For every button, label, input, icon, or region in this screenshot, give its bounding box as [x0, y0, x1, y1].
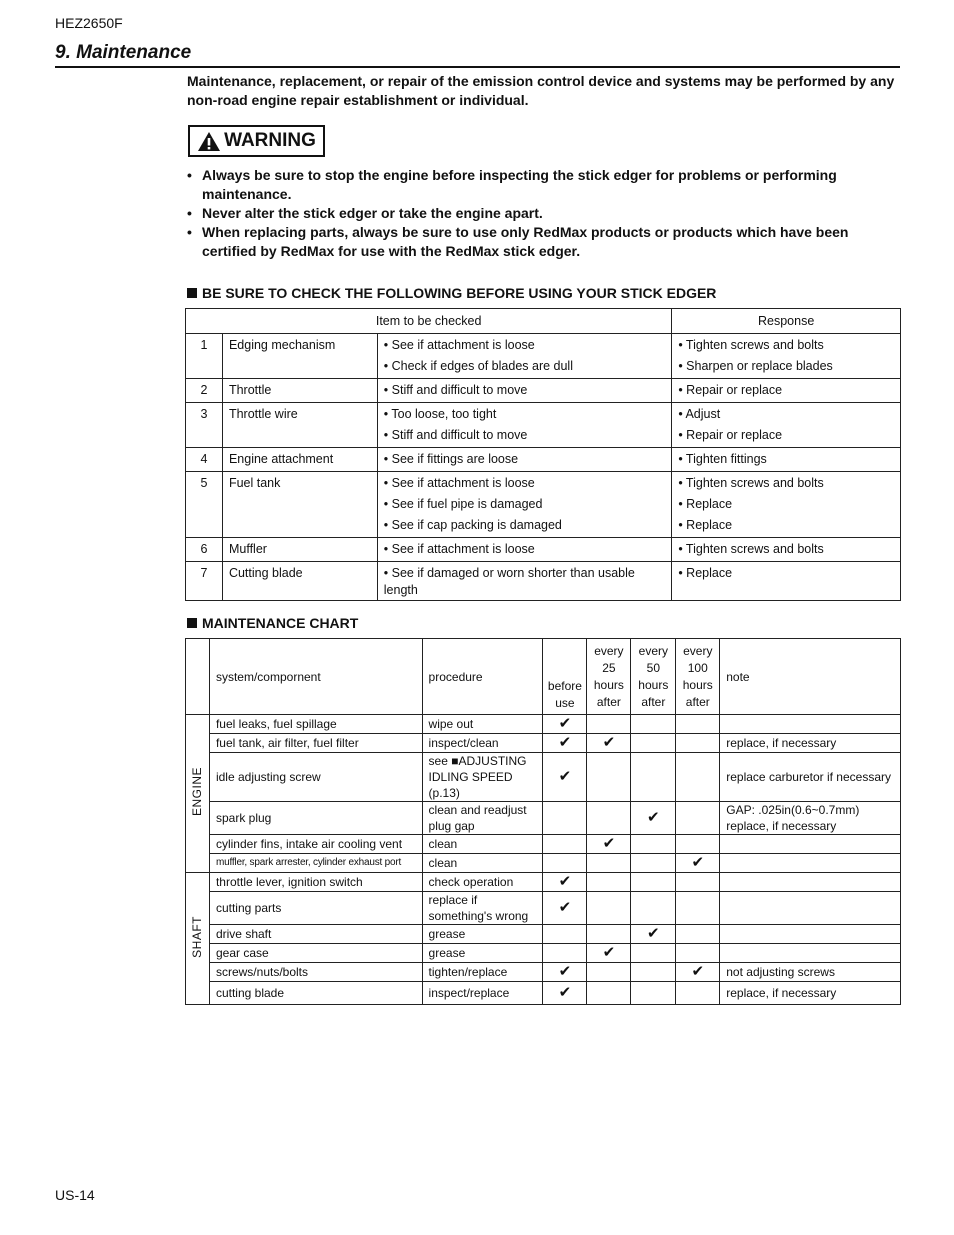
response-point: • Sharpen or replace blades — [678, 359, 833, 373]
check-item-responses — [672, 448, 901, 472]
procedure-cell: clean and readjust plug gap — [422, 802, 543, 835]
maintenance-row — [186, 715, 901, 734]
check-cell-before: ✔ — [543, 873, 587, 892]
response-point: • Adjust — [678, 407, 721, 421]
check-cell-h100 — [676, 892, 720, 925]
check-cell-h25: ✔ — [587, 944, 631, 963]
check-cell-h100 — [676, 982, 720, 1005]
check-cell-before — [543, 944, 587, 963]
check-item-checks — [377, 562, 672, 601]
check-cell-before — [543, 835, 587, 854]
check-item-checks — [377, 448, 672, 472]
note-cell — [720, 892, 901, 925]
note-header: note — [720, 639, 901, 715]
procedure-cell: clean — [422, 835, 543, 854]
maintenance-row — [186, 982, 901, 1005]
check-item-responses — [672, 538, 901, 562]
maintenance-row — [186, 925, 901, 944]
check-item-responses — [672, 334, 901, 379]
check-cell-h50 — [631, 944, 676, 963]
check-cell-h100 — [676, 715, 720, 734]
check-cell-before: ✔ — [543, 982, 587, 1005]
check-table-body — [186, 334, 901, 601]
check-cell-h25 — [587, 982, 631, 1005]
check-cell-h50 — [631, 892, 676, 925]
maintenance-heading — [187, 615, 358, 631]
warning-label — [188, 125, 325, 157]
check-cell-h100 — [676, 802, 720, 835]
check-item-name: Edging mechanism — [222, 334, 377, 379]
check-point: • Stiff and difficult to move — [383, 428, 528, 442]
component-cell: gear case — [209, 944, 422, 963]
square-bullet-icon — [187, 288, 197, 298]
check-cell-h100 — [676, 925, 720, 944]
check-cell-h25 — [587, 802, 631, 835]
check-point: • Stiff and difficult to move — [383, 383, 528, 397]
check-cell-before — [543, 802, 587, 835]
response-point: • Repair or replace — [678, 383, 783, 397]
procedure-cell: grease — [422, 944, 543, 963]
maintenance-row — [186, 802, 901, 835]
check-row — [186, 472, 901, 538]
note-cell — [720, 925, 901, 944]
check-cell-h25 — [587, 925, 631, 944]
note-cell — [720, 944, 901, 963]
engine-group-cell — [186, 715, 210, 873]
check-row — [186, 379, 901, 403]
check-cell-h25: ✔ — [587, 734, 631, 753]
component-cell: spark plug — [209, 802, 422, 835]
warning-text: WARNING — [224, 130, 316, 151]
check-point: • See if fittings are loose — [383, 452, 519, 466]
check-item-responses — [672, 472, 901, 538]
check-item-name: Fuel tank — [222, 472, 377, 538]
check-item-checks — [377, 538, 672, 562]
check-item-name: Muffler — [222, 538, 377, 562]
shaft-group-label: SHAFT — [190, 915, 205, 958]
response-point: • Tighten screws and bolts — [678, 338, 824, 352]
check-point: • Too loose, too tight — [383, 407, 497, 421]
check-cell-h100: ✔ — [676, 854, 720, 873]
check-table — [185, 308, 901, 601]
check-row — [186, 538, 901, 562]
check-item-number: 3 — [186, 403, 223, 448]
check-point: • See if cap packing is damaged — [383, 518, 562, 532]
check-cell-h100: ✔ — [676, 963, 720, 982]
warning-triangle-icon — [197, 131, 221, 152]
maintenance-row — [186, 892, 901, 925]
procedure-cell: tighten/replace — [422, 963, 543, 982]
check-cell-before: ✔ — [543, 963, 587, 982]
procedure-cell: see ■ADJUSTING IDLING SPEED (p.13) — [422, 753, 543, 802]
component-cell: muffler, spark arrester, cylinder exhaust port — [209, 854, 422, 873]
procedure-cell: inspect/clean — [422, 734, 543, 753]
note-cell — [720, 873, 901, 892]
square-bullet-icon — [187, 618, 197, 628]
response-point: • Tighten screws and bolts — [678, 542, 824, 556]
check-item-number: 4 — [186, 448, 223, 472]
group-header-blank — [186, 639, 210, 715]
note-cell: GAP: .025in(0.6~0.7mm) replace, if necessary — [720, 802, 901, 835]
check-row — [186, 334, 901, 379]
response-header: Response — [672, 309, 901, 334]
check-cell-h50 — [631, 734, 676, 753]
check-cell-h100 — [676, 734, 720, 753]
procedure-cell: replace if something's wrong — [422, 892, 543, 925]
check-item-number: 6 — [186, 538, 223, 562]
section-title: 9. Maintenance — [55, 42, 900, 68]
check-cell-h50 — [631, 753, 676, 802]
maintenance-heading-text: MAINTENANCE CHART — [202, 615, 359, 631]
response-point: • Replace — [678, 518, 733, 532]
note-cell: replace, if necessary — [720, 734, 901, 753]
check-item-responses — [672, 403, 901, 448]
check-cell-h50 — [631, 715, 676, 734]
note-cell: not adjusting screws — [720, 963, 901, 982]
procedure-cell: grease — [422, 925, 543, 944]
component-cell: fuel tank, air filter, fuel filter — [209, 734, 422, 753]
check-cell-before — [543, 854, 587, 873]
check-cell-h100 — [676, 835, 720, 854]
every-25-hours-header: every 25 hours after — [587, 639, 631, 715]
check-item-number: 2 — [186, 379, 223, 403]
maintenance-row — [186, 854, 901, 873]
component-cell: throttle lever, ignition switch — [209, 873, 422, 892]
procedure-cell: wipe out — [422, 715, 543, 734]
check-heading — [187, 285, 716, 301]
response-point: • Repair or replace — [678, 428, 783, 442]
procedure-cell: clean — [422, 854, 543, 873]
warning-item: • Never alter the stick edger or take the engine apart. — [187, 204, 887, 223]
check-point: • See if damaged or worn shorter than usable length — [383, 566, 635, 597]
component-cell: fuel leaks, fuel spillage — [209, 715, 422, 734]
check-point: • See if attachment is loose — [383, 338, 535, 352]
check-item-number: 5 — [186, 472, 223, 538]
check-point: • See if fuel pipe is damaged — [383, 497, 543, 511]
component-cell: cylinder fins, intake air cooling vent — [209, 835, 422, 854]
before-use-header: before use — [543, 639, 587, 715]
check-cell-before: ✔ — [543, 753, 587, 802]
check-item-checks — [377, 334, 672, 379]
check-row — [186, 448, 901, 472]
page-number: US-14 — [55, 1187, 95, 1203]
check-item-name: Throttle — [222, 379, 377, 403]
check-item-name: Cutting blade — [222, 562, 377, 601]
check-point: • See if attachment is loose — [383, 476, 535, 490]
procedure-header: procedure — [422, 639, 543, 715]
check-point: • Check if edges of blades are dull — [383, 359, 573, 373]
check-cell-h50 — [631, 982, 676, 1005]
check-cell-h25 — [587, 963, 631, 982]
check-item-checks — [377, 472, 672, 538]
check-cell-h50: ✔ — [631, 802, 676, 835]
check-cell-h25 — [587, 715, 631, 734]
check-item-number: 1 — [186, 334, 223, 379]
component-cell: drive shaft — [209, 925, 422, 944]
model-number: HEZ2650F — [55, 15, 123, 31]
check-cell-before: ✔ — [543, 734, 587, 753]
check-row — [186, 562, 901, 601]
every-100-hours-header: every 100 hours after — [676, 639, 720, 715]
maintenance-chart-body — [186, 715, 901, 1005]
check-item-responses — [672, 562, 901, 601]
every-50-hours-header: every 50 hours after — [631, 639, 676, 715]
note-cell — [720, 715, 901, 734]
maintenance-row — [186, 944, 901, 963]
intro-paragraph: Maintenance, replacement, or repair of the emission control device and systems may be performed by any non-road engine repair establishment or individual. — [187, 73, 895, 108]
maintenance-chart — [185, 638, 901, 1005]
note-cell: replace, if necessary — [720, 982, 901, 1005]
check-cell-h25 — [587, 873, 631, 892]
component-cell: cutting blade — [209, 982, 422, 1005]
component-cell: screws/nuts/bolts — [209, 963, 422, 982]
check-item-number: 7 — [186, 562, 223, 601]
check-cell-h100 — [676, 873, 720, 892]
check-cell-h25 — [587, 854, 631, 873]
check-heading-text: BE SURE TO CHECK THE FOLLOWING BEFORE USING YOUR STICK EDGER — [202, 285, 717, 301]
warning-item: • Always be sure to stop the engine before inspecting the stick edger for problems or performing maintenance. — [187, 166, 887, 204]
check-cell-h25 — [587, 753, 631, 802]
component-cell: idle adjusting screw — [209, 753, 422, 802]
check-cell-h50 — [631, 835, 676, 854]
shaft-group-cell — [186, 873, 210, 1005]
procedure-cell: check operation — [422, 873, 543, 892]
warning-item: • When replacing parts, always be sure to use only RedMax products or products which have been certified by RedMax for use with the RedMax stick edger. — [187, 223, 887, 261]
note-cell — [720, 835, 901, 854]
check-item-checks — [377, 379, 672, 403]
check-cell-h50 — [631, 873, 676, 892]
maintenance-row — [186, 835, 901, 854]
response-point: • Tighten fittings — [678, 452, 767, 466]
check-item-name: Throttle wire — [222, 403, 377, 448]
maintenance-row — [186, 963, 901, 982]
check-cell-before: ✔ — [543, 715, 587, 734]
response-point: • Replace — [678, 497, 733, 511]
check-row — [186, 403, 901, 448]
maintenance-row — [186, 734, 901, 753]
maintenance-chart-header — [186, 639, 901, 715]
check-table-header — [186, 309, 901, 334]
maintenance-row — [186, 753, 901, 802]
procedure-cell: inspect/replace — [422, 982, 543, 1005]
response-point: • Tighten screws and bolts — [678, 476, 824, 490]
check-point: • See if attachment is loose — [383, 542, 535, 556]
note-cell — [720, 854, 901, 873]
check-cell-h25: ✔ — [587, 835, 631, 854]
check-item-name: Engine attachment — [222, 448, 377, 472]
check-cell-h50 — [631, 963, 676, 982]
maintenance-row — [186, 873, 901, 892]
note-cell: replace carburetor if necessary — [720, 753, 901, 802]
component-cell: cutting parts — [209, 892, 422, 925]
check-cell-h50: ✔ — [631, 925, 676, 944]
check-item-checks — [377, 403, 672, 448]
check-cell-h50 — [631, 854, 676, 873]
warning-list — [187, 166, 887, 261]
check-cell-h100 — [676, 753, 720, 802]
item-header: Item to be checked — [186, 309, 672, 334]
check-cell-h25 — [587, 892, 631, 925]
response-point: • Replace — [678, 566, 733, 580]
check-cell-before — [543, 925, 587, 944]
engine-group-label: ENGINE — [190, 766, 205, 816]
check-item-responses — [672, 379, 901, 403]
check-cell-h100 — [676, 944, 720, 963]
check-cell-before: ✔ — [543, 892, 587, 925]
component-header: system/compornent — [209, 639, 422, 715]
